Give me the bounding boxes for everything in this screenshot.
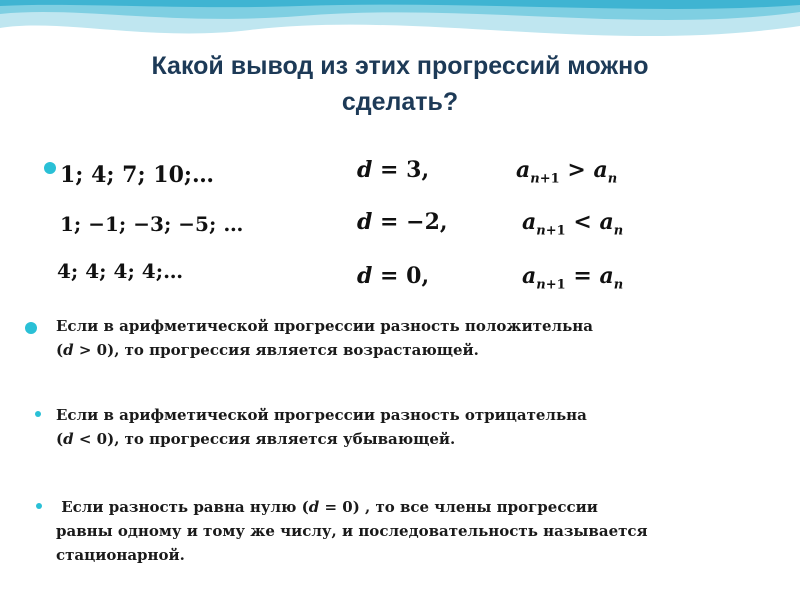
- sequence-decreasing: 1; −1; −3; −5; …: [60, 212, 244, 236]
- bullet-icon: [36, 503, 42, 509]
- slide-title: [0, 48, 800, 120]
- conclusion-negative: [56, 403, 587, 451]
- conclusion-zero: [56, 495, 648, 567]
- bullet-icon: [44, 162, 56, 174]
- conclusion-line: Если в арифметической прогрессии разность положительна: [56, 317, 593, 335]
- difference-value: −2,: [406, 209, 448, 235]
- bullet-icon: [35, 411, 41, 417]
- title-line-1: Какой вывод из этих прогрессий можно: [151, 52, 649, 80]
- sequence-constant: 4; 4; 4; 4;…: [57, 259, 184, 283]
- relation-constant: $a_{n+1} = a_n$: [522, 263, 624, 293]
- conclusion-positive: [56, 314, 593, 362]
- conclusion-line: Если разность равна нулю (d = 0) , то все члены прогрессии: [61, 498, 598, 516]
- conclusion-line-start: Если разность равна нулю (: [61, 498, 309, 516]
- conclusion-line-rest: 0), то прогрессия является убывающей.: [96, 430, 456, 448]
- difference-value: 0,: [406, 263, 430, 289]
- bullet-icon: [25, 322, 37, 334]
- difference-positive: d = 3,: [357, 157, 430, 183]
- difference-zero: d = 0,: [357, 263, 430, 289]
- conclusion-line: стационарной.: [56, 546, 185, 564]
- relation-sign: =: [573, 263, 592, 289]
- sequence-increasing: 1; 4; 7; 10;…: [60, 162, 214, 188]
- relation-increasing: $a_{n+1} > a_n$: [516, 157, 618, 187]
- conclusion-line: равны одному и тому же числу, и последовательность называется: [56, 522, 648, 540]
- conclusion-line: Если в арифметической прогрессии разность отрицательна: [56, 406, 587, 424]
- difference-negative: d = −2,: [357, 209, 448, 235]
- inline-sign: >: [78, 341, 92, 359]
- conclusion-line-end: ) , то все члены прогрессии: [352, 498, 598, 516]
- conclusion-line: (d > 0), то прогрессия является возрастающей.: [56, 341, 479, 359]
- conclusion-line: (d < 0), то прогрессия является убывающей.: [56, 430, 456, 448]
- relation-decreasing: $a_{n+1} < a_n$: [522, 209, 624, 239]
- conclusion-line-rest: 0), то прогрессия является возрастающей.: [96, 341, 479, 359]
- relation-sign: <: [573, 209, 592, 235]
- difference-value: 3,: [406, 157, 430, 183]
- relation-sign: >: [567, 157, 586, 183]
- title-line-2: сделать?: [341, 88, 459, 116]
- inline-sign: <: [78, 430, 92, 448]
